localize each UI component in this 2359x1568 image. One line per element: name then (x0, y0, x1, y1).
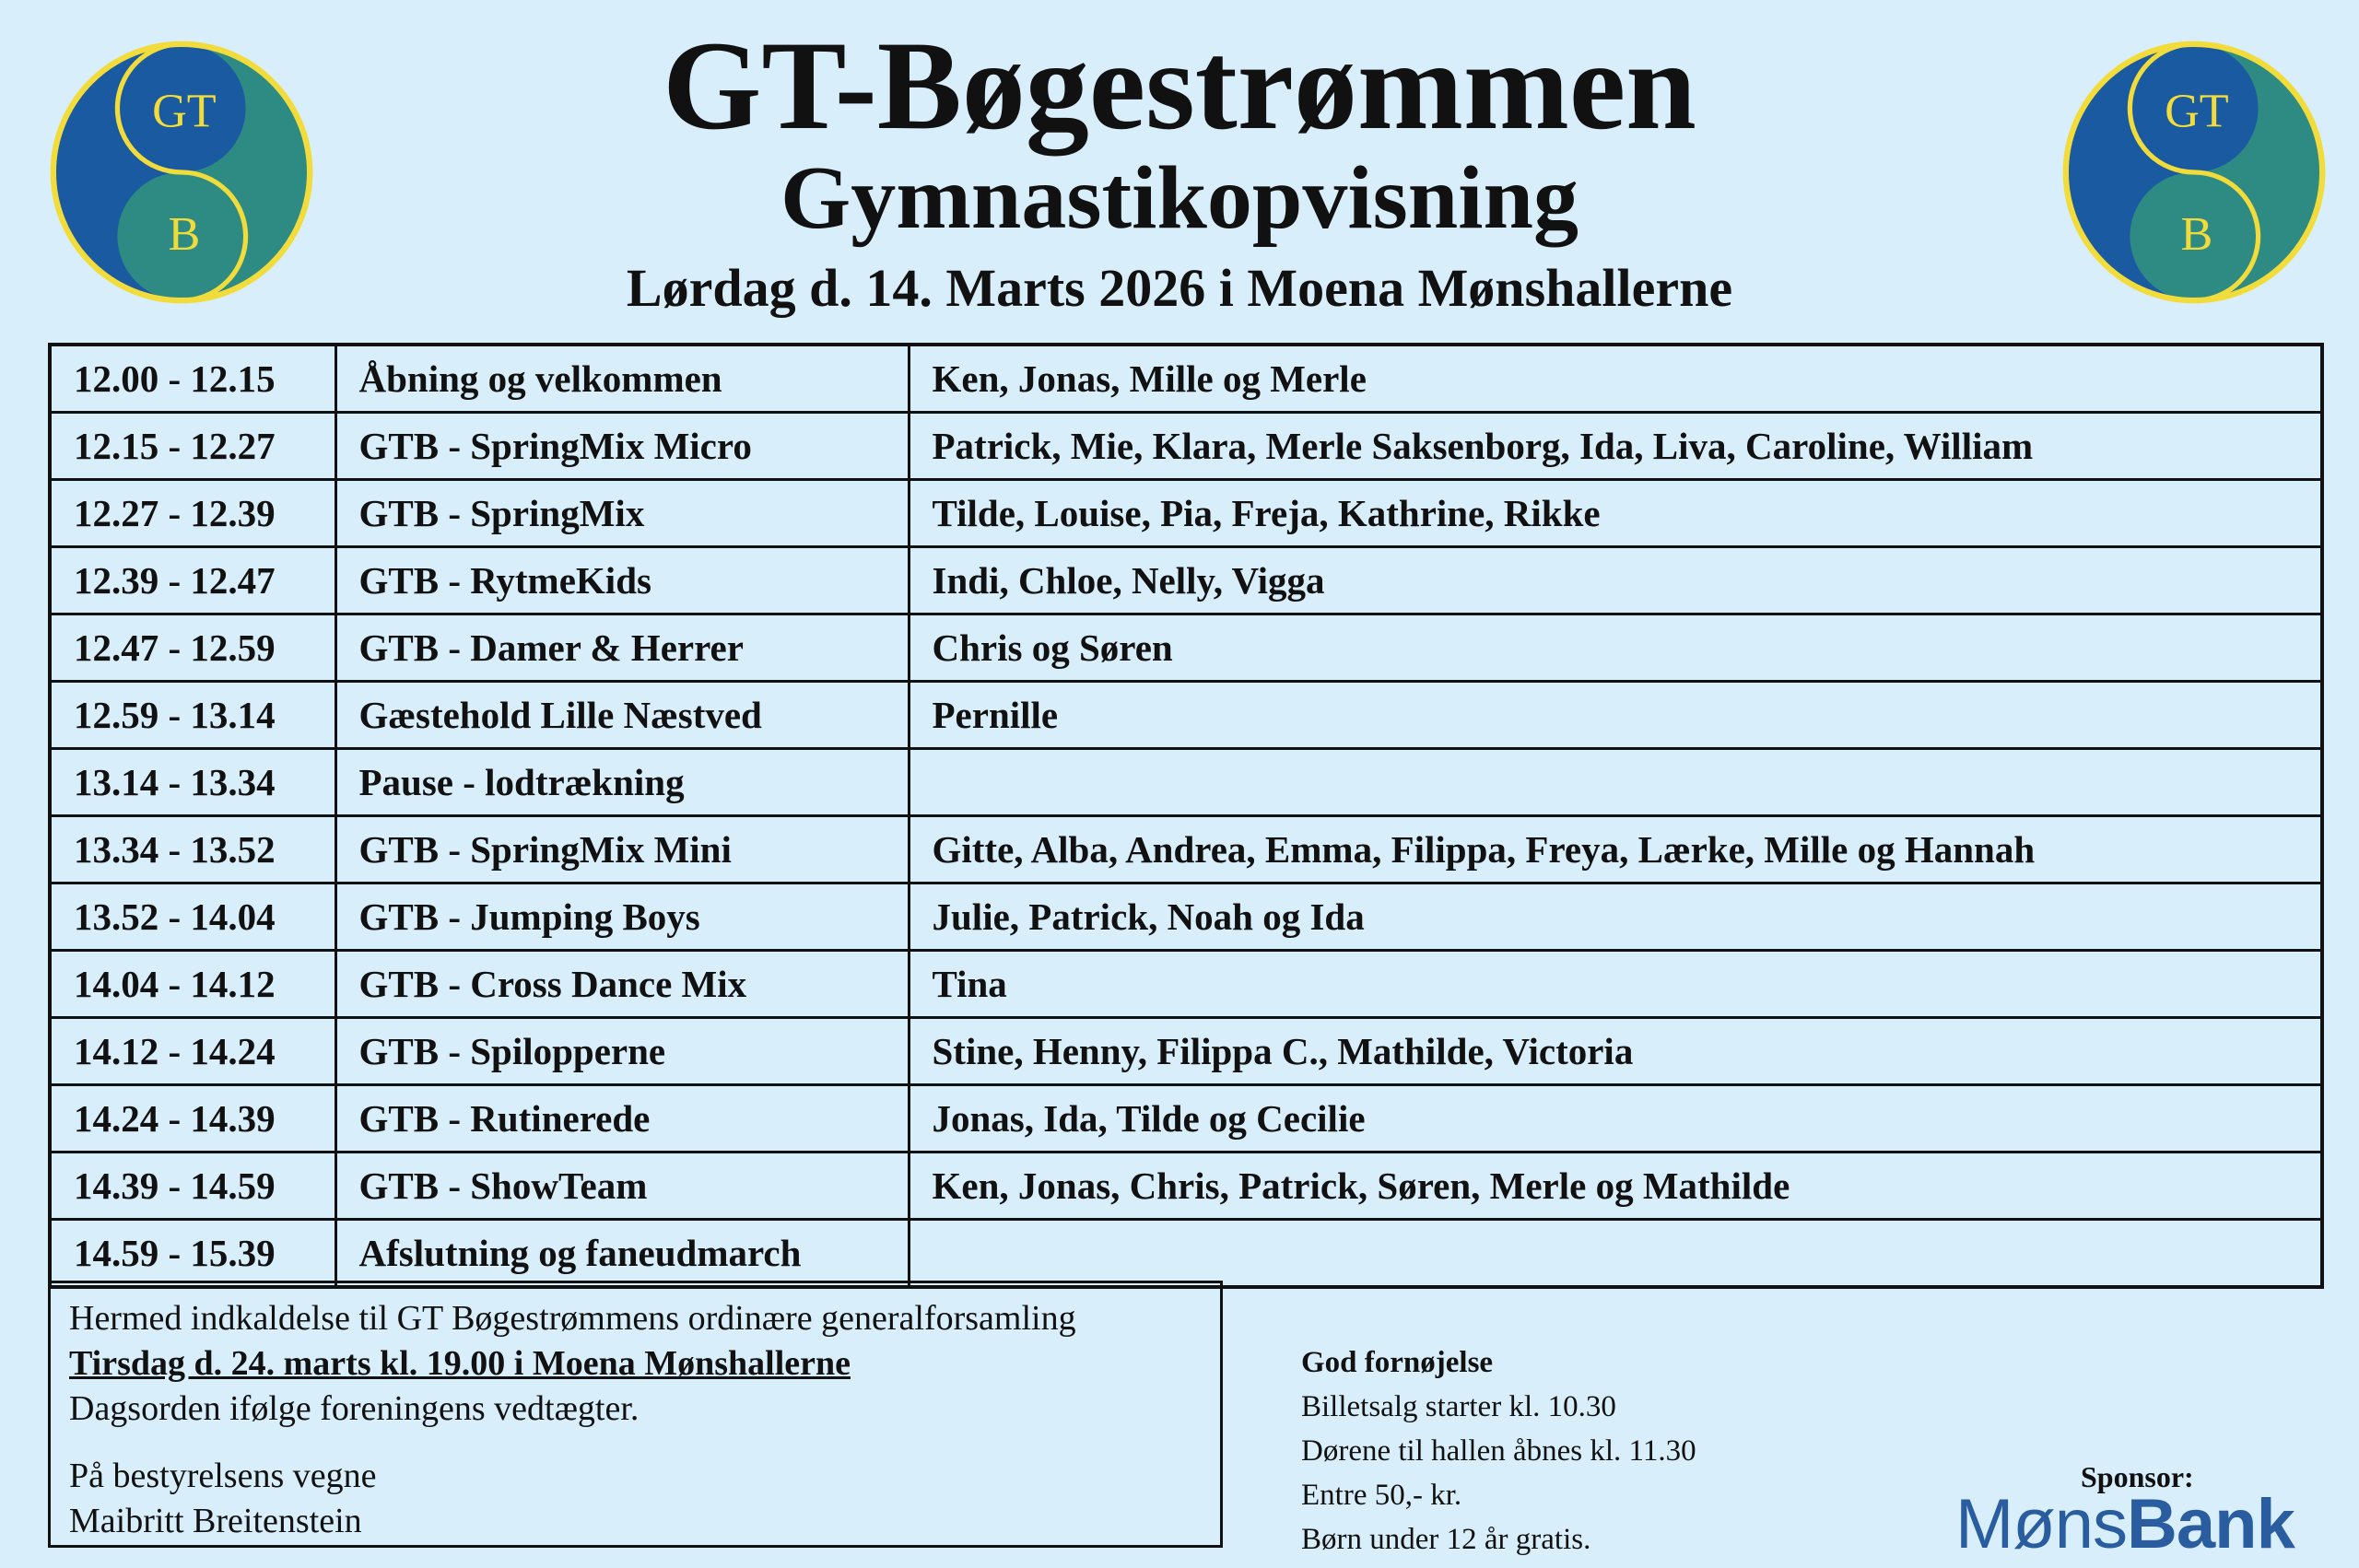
schedule-event: Åbning og velkommen (335, 345, 909, 413)
schedule-time: 12.47 - 12.59 (50, 614, 335, 682)
notice-signature-name: Maibritt Breitenstein (69, 1502, 362, 1540)
logo-bottom-text: B (2180, 207, 2213, 262)
schedule-time: 14.24 - 14.39 (50, 1085, 335, 1153)
schedule-table (48, 343, 2324, 1289)
event-info (1301, 1340, 1696, 1562)
schedule-event: GTB - SpringMix Mini (335, 816, 909, 883)
schedule-event: GTB - Spilopperne (335, 1018, 909, 1085)
schedule-event: Afslutning og faneudmarch (335, 1220, 909, 1288)
table-row (50, 749, 2322, 816)
schedule-time: 13.14 - 13.34 (50, 749, 335, 816)
schedule-event: GTB - Jumping Boys (335, 883, 909, 951)
schedule-time: 13.34 - 13.52 (50, 816, 335, 883)
general-assembly-notice (48, 1281, 1223, 1548)
schedule-event: Pause - lodtrækning (335, 749, 909, 816)
table-row (50, 682, 2322, 749)
schedule-time: 13.52 - 14.04 (50, 883, 335, 951)
notice-signoff: På bestyrelsens vegne (69, 1457, 377, 1495)
schedule-time: 12.39 - 12.47 (50, 547, 335, 614)
schedule-performers (909, 1220, 2322, 1288)
sponsor-name-part1: Møns (1955, 1485, 2127, 1563)
table-row (50, 1018, 2322, 1085)
schedule-performers: Julie, Patrick, Noah og Ida (909, 883, 2322, 951)
schedule-performers: Tilde, Louise, Pia, Freja, Kathrine, Rikke (909, 480, 2322, 547)
schedule-performers: Ken, Jonas, Chris, Patrick, Søren, Merle og Mathilde (909, 1153, 2322, 1220)
info-ticket-sales: Billetsalg starter kl. 10.30 (1301, 1390, 1616, 1423)
table-row (50, 547, 2322, 614)
schedule-performers: Jonas, Ida, Tilde og Cecilie (909, 1085, 2322, 1153)
notice-intro: Hermed indkaldelse til GT Bøgestrømmens ordinære generalforsamling (69, 1299, 1076, 1338)
event-date: Lørdag d. 14. Marts 2026 i Moena Mønshallerne (626, 258, 1733, 318)
page-subtitle: Gymnastikopvisning (780, 148, 1579, 248)
logo-top-text: GT (2165, 84, 2229, 138)
sponsor-label: Sponsor: (2081, 1460, 2194, 1493)
schedule-performers: Pernille (909, 682, 2322, 749)
schedule-time: 14.12 - 14.24 (50, 1018, 335, 1085)
notice-agenda: Dagsorden ifølge foreningens vedtægter. (69, 1389, 640, 1428)
schedule-performers: Tina (909, 951, 2322, 1018)
schedule-event: GTB - SpringMix (335, 480, 909, 547)
notice-meeting-date: Tirsdag d. 24. marts kl. 19.00 i Moena Mønshallerne (69, 1344, 851, 1383)
schedule-performers: Gitte, Alba, Andrea, Emma, Filippa, Freya, Lærke, Mille og Hannah (909, 816, 2322, 883)
logo-top-text: GT (152, 84, 217, 138)
schedule-performers: Stine, Henny, Filippa C., Mathilde, Victoria (909, 1018, 2322, 1085)
table-row (50, 1085, 2322, 1153)
schedule-performers: Ken, Jonas, Mille og Merle (909, 345, 2322, 413)
table-row (50, 480, 2322, 547)
table-row (50, 951, 2322, 1018)
schedule-time: 12.27 - 12.39 (50, 480, 335, 547)
table-row (50, 816, 2322, 883)
info-doors-open: Dørene til hallen åbnes kl. 11.30 (1301, 1434, 1696, 1468)
schedule-event: GTB - Damer & Herrer (335, 614, 909, 682)
schedule-event: GTB - Cross Dance Mix (335, 951, 909, 1018)
table-row (50, 1220, 2322, 1288)
schedule-time: 12.15 - 12.27 (50, 413, 335, 480)
table-row (50, 413, 2322, 480)
info-heading: God fornøjelse (1301, 1346, 1494, 1379)
schedule-event: GTB - Rutinerede (335, 1085, 909, 1153)
schedule-time: 12.59 - 13.14 (50, 682, 335, 749)
schedule-event: GTB - SpringMix Micro (335, 413, 909, 480)
info-entry-price: Entre 50,- kr. (1301, 1479, 1462, 1512)
schedule-performers: Indi, Chloe, Nelly, Vigga (909, 547, 2322, 614)
sponsor-logo (1955, 1485, 2294, 1563)
schedule-performers: Patrick, Mie, Klara, Merle Saksenborg, Ida, Liva, Caroline, William (909, 413, 2322, 480)
schedule-event: GTB - RytmeKids (335, 547, 909, 614)
table-row (50, 1153, 2322, 1220)
schedule-performers (909, 749, 2322, 816)
schedule-time: 14.59 - 15.39 (50, 1220, 335, 1288)
schedule-performers: Chris og Søren (909, 614, 2322, 682)
sponsor-name-part2: Bank (2127, 1485, 2294, 1563)
table-row (50, 345, 2322, 413)
page-title: GT-Bøgestrømmen (663, 15, 1696, 156)
logo-bottom-text: B (168, 207, 201, 262)
table-row (50, 883, 2322, 951)
schedule-event: GTB - ShowTeam (335, 1153, 909, 1220)
schedule-time: 14.39 - 14.59 (50, 1153, 335, 1220)
schedule-time: 14.04 - 14.12 (50, 951, 335, 1018)
info-children-free: Børn under 12 år gratis. (1301, 1523, 1591, 1556)
table-row (50, 614, 2322, 682)
schedule-event: Gæstehold Lille Næstved (335, 682, 909, 749)
schedule-time: 12.00 - 12.15 (50, 345, 335, 413)
